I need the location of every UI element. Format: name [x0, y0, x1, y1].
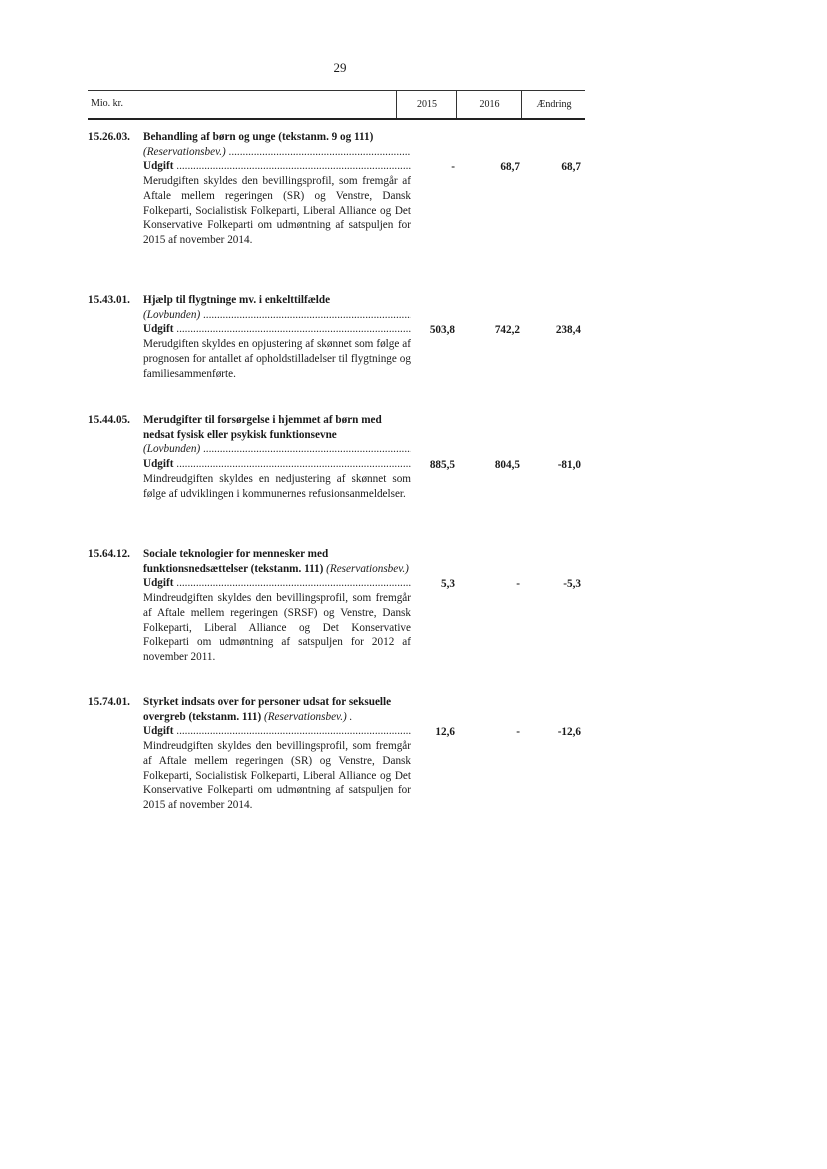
entry-description: Merudgiften skyldes en opjustering af skønnet som følge af prognosen for antallet af opholdstilladelser til flygtninge og familiesammenførte.: [143, 338, 411, 380]
account-title: Styrket indsats over for personer udsat for seksuelle overgreb (tekstanm. 111) (Reservationsbev.) .: [143, 696, 392, 723]
appropriation-type: (Lovbunden) .....: [143, 442, 411, 457]
entry-description: Mindreudgiften skyldes en nedjustering af skønnet som følge af udviklingen i kommunernes refusionsanmeldelser.: [143, 472, 411, 500]
value-change: -81,0: [557, 459, 581, 471]
table-header: [88, 90, 585, 120]
value-2015: 5,3: [441, 578, 455, 590]
account-title: Merudgifter til forsørgelse i hjemmet af børn med nedsat fysisk eller psykisk funktionsevne: [143, 414, 382, 441]
page-number: 29: [333, 60, 347, 75]
udgift-label: Udgift .....: [143, 724, 411, 739]
value-2016: 742,2: [494, 324, 520, 336]
value-change: 238,4: [555, 324, 581, 336]
column-header-change: Ændring: [521, 91, 586, 118]
value-2015: 503,8: [429, 324, 455, 336]
account-title: Hjælp til flygtninge mv. i enkelttilfælde: [143, 294, 331, 306]
appropriation-type: (Reservationsbev.): [326, 562, 409, 575]
entry-description: Mindreudgiften skyldes den bevillingsprofil, som fremgår af Aftale mellem regeringen (SR) og Venstre, Dansk Folkeparti, Socialistisk Folkeparti, Liberal Alliance og Det Konservative Folkeparti om udmøntning af satspuljen for 2015 af november 2014.: [143, 740, 411, 811]
value-2016: 804,5: [494, 459, 520, 471]
udgift-label: Udgift .....: [143, 322, 411, 337]
entry-description: Mindreudgiften skyldes den bevillingsprofil, som fremgår af Aftale mellem regeringen (SRSF) og Venstre, Dansk Folkeparti, Liberal Alliance og Det Konservative Folkeparti om udmøntning af satspuljen for 2012 af november 2011.: [143, 592, 411, 663]
column-header-2016: 2016: [456, 91, 522, 118]
value-2016: -: [516, 578, 520, 590]
account-title: Behandling af børn og unge (tekstanm. 9 og 111): [143, 131, 374, 143]
udgift-label: Udgift .....: [143, 576, 411, 591]
value-2015: 12,6: [435, 726, 455, 738]
appropriation-type: (Reservationsbev.) .: [263, 710, 353, 723]
account-title: Sociale teknologier for mennesker med funktionsnedsættelser (tekstanm. 111) (Reservationsbev.): [143, 548, 409, 575]
value-change: -12,6: [557, 726, 581, 738]
account-code: 15.43.01.: [88, 294, 130, 306]
unit-label: Mio. kr.: [91, 98, 123, 109]
account-code: 15.26.03.: [88, 131, 130, 143]
value-2015: 885,5: [429, 459, 455, 471]
value-2016: -: [516, 726, 520, 738]
value-2016: 68,7: [500, 161, 520, 173]
value-change: 68,7: [561, 161, 581, 173]
udgift-label: Udgift .....: [143, 457, 411, 472]
appropriation-type: (Reservationsbev.) .....: [143, 145, 411, 160]
appropriation-type: (Lovbunden) .....: [143, 308, 411, 323]
udgift-label: Udgift .....: [143, 159, 411, 174]
account-code: 15.64.12.: [88, 548, 130, 560]
column-header-2015: 2015: [396, 91, 457, 118]
account-code: 15.74.01.: [88, 696, 130, 708]
value-change: -5,3: [563, 578, 581, 590]
account-code: 15.44.05.: [88, 414, 130, 426]
value-2015: -: [451, 161, 455, 173]
entry-description: Merudgiften skyldes den bevillingsprofil, som fremgår af Aftale mellem regeringen (SR) og Venstre, Dansk Folkeparti, Socialistisk Folkeparti, Liberal Alliance og Det Konservative Folkeparti om udmøntning af satspuljen for 2015 af november 2014.: [143, 175, 411, 246]
